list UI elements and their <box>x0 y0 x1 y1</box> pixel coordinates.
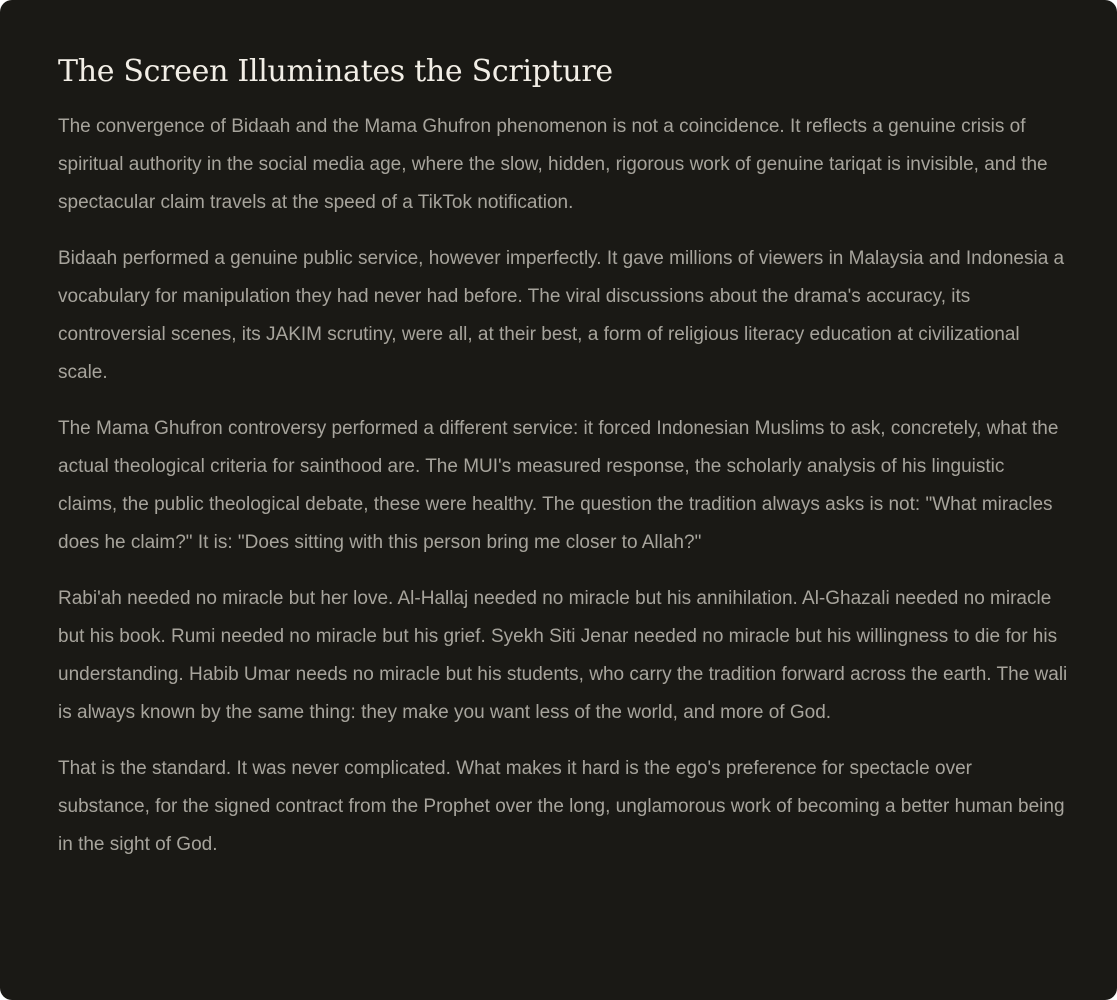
article-paragraph: Rabi'ah needed no miracle but her love. Al-Hallaj needed no miracle but his annihilation. Al-Ghazali needed no miracle but his book. Rumi needed no miracle but his grief. Syekh Siti Jenar needed no miracle but his willingness to die for his understanding. Habib Umar needs no miracle but his students, who carry the tradition forward across the earth. The wali is always known by the same thing: they make you want less of the world, and more of God. <box>58 588 1068 723</box>
article-paragraph: The convergence of Bidaah and the Mama Ghufron phenomenon is not a coincidence. It reflects a genuine crisis of spiritual authority in the social media age, where the slow, hidden, rigorous work of genuine tariqat is invisible, and the spectacular claim travels at the speed of a TikTok notification. <box>58 116 1048 213</box>
article-title: The Screen Illuminates the Scripture <box>58 54 613 89</box>
article-paragraph: That is the standard. It was never complicated. What makes it hard is the ego's preference for spectacle over substance, for the signed contract from the Prophet over the long, unglamorous work of becoming a better human being in the sight of God. <box>58 758 1065 855</box>
article-paragraph: The Mama Ghufron controversy performed a different service: it forced Indonesian Muslims to ask, concretely, what the actual theological criteria for sainthood are. The MUI's measured response, the scholarly analysis of his linguistic claims, the public theological debate, these were healthy. The question the tradition always asks is not: "What miracles does he claim?" It is: "Does sitting with this person bring me closer to Allah?" <box>58 418 1059 553</box>
article-paragraph: Bidaah performed a genuine public service, however imperfectly. It gave millions of viewers in Malaysia and Indonesia a vocabulary for manipulation they had never had before. The viral discussions about the drama's accuracy, its controversial scenes, its JAKIM scrutiny, were all, at their best, a form of religious literacy education at civilizational scale. <box>58 248 1065 383</box>
